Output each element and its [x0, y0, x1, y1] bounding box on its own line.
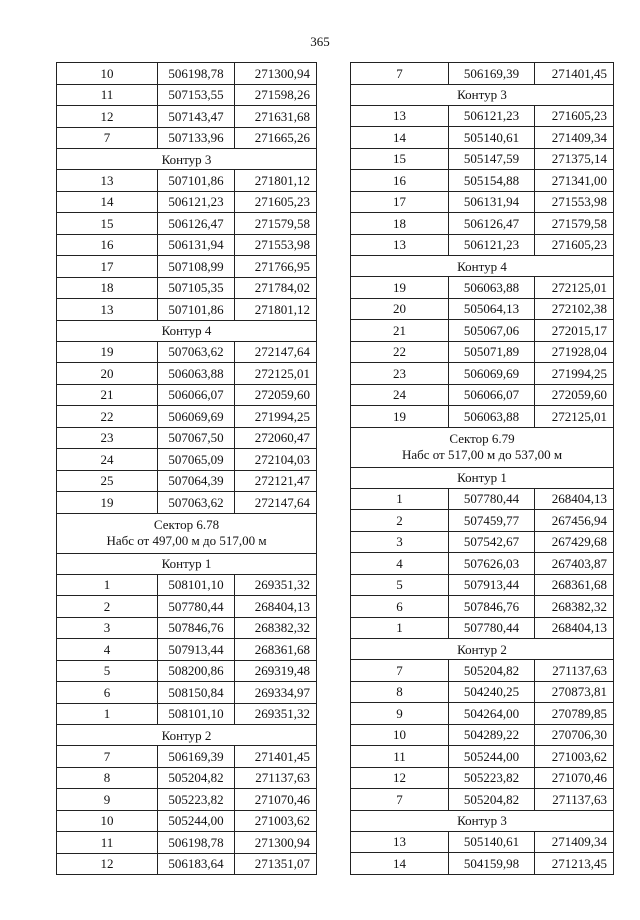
- coordinate-row: [351, 574, 614, 596]
- coordinate-row: [351, 767, 614, 789]
- y-coordinate: 271605,23: [235, 191, 317, 213]
- point-number: 15: [351, 148, 449, 170]
- y-coordinate: 272059,60: [535, 384, 614, 406]
- contour-heading: Контур 3: [57, 149, 317, 170]
- point-number: 4: [57, 639, 158, 661]
- y-coordinate: 272147,64: [235, 341, 317, 363]
- contour-heading: Контур 2: [351, 639, 614, 660]
- y-coordinate: 268382,32: [535, 596, 614, 618]
- coordinate-row: [57, 427, 317, 449]
- x-coordinate: 506131,94: [158, 234, 235, 256]
- coordinate-row: [57, 492, 317, 514]
- x-coordinate: 504240,25: [449, 681, 535, 703]
- y-coordinate: 271598,26: [235, 84, 317, 106]
- point-number: 1: [351, 617, 449, 639]
- point-number: 10: [57, 63, 158, 85]
- coordinate-row: [57, 256, 317, 278]
- x-coordinate: 506183,64: [158, 853, 235, 875]
- coordinate-row: [57, 832, 317, 854]
- point-number: 5: [351, 574, 449, 596]
- coordinate-row: [57, 789, 317, 811]
- y-coordinate: 271341,00: [535, 170, 614, 192]
- x-coordinate: 505244,00: [449, 746, 535, 768]
- y-coordinate: 271631,68: [235, 106, 317, 128]
- contour-heading-row: [57, 553, 317, 574]
- y-coordinate: 271605,23: [535, 105, 614, 127]
- point-number: 8: [351, 681, 449, 703]
- x-coordinate: 506121,23: [158, 191, 235, 213]
- point-number: 16: [57, 234, 158, 256]
- point-number: 1: [351, 488, 449, 510]
- x-coordinate: 505204,82: [158, 767, 235, 789]
- x-coordinate: 507780,44: [449, 617, 535, 639]
- point-number: 22: [57, 406, 158, 428]
- x-coordinate: 507063,62: [158, 492, 235, 514]
- x-coordinate: 506198,78: [158, 832, 235, 854]
- contour-heading: Контур 3: [351, 810, 614, 831]
- x-coordinate: 507626,03: [449, 553, 535, 575]
- coordinate-row: [351, 148, 614, 170]
- point-number: 13: [351, 105, 449, 127]
- y-coordinate: 267429,68: [535, 531, 614, 553]
- y-coordinate: 271605,23: [535, 234, 614, 256]
- x-coordinate: 505140,61: [449, 831, 535, 853]
- coordinate-row: [57, 617, 317, 639]
- coordinate-row: [57, 639, 317, 661]
- y-coordinate: 271401,45: [535, 63, 614, 85]
- point-number: 7: [57, 746, 158, 768]
- coordinate-row: [351, 789, 614, 811]
- coordinate-row: [351, 703, 614, 725]
- coordinate-row: [57, 106, 317, 128]
- point-number: 13: [57, 170, 158, 192]
- coordinate-row: [351, 63, 614, 85]
- coordinate-row: [57, 596, 317, 618]
- x-coordinate: 507133,96: [158, 127, 235, 149]
- coordinate-row: [57, 703, 317, 725]
- contour-heading: Контур 2: [57, 725, 317, 746]
- point-number: 12: [57, 106, 158, 128]
- x-coordinate: 506131,94: [449, 191, 535, 213]
- y-coordinate: 271579,58: [235, 213, 317, 235]
- point-number: 12: [57, 853, 158, 875]
- coordinate-row: [57, 406, 317, 428]
- x-coordinate: 506121,23: [449, 105, 535, 127]
- point-number: 2: [351, 510, 449, 532]
- x-coordinate: 504264,00: [449, 703, 535, 725]
- coordinate-row: [351, 191, 614, 213]
- y-coordinate: 267456,94: [535, 510, 614, 532]
- y-coordinate: 271070,46: [535, 767, 614, 789]
- coordinate-row: [351, 341, 614, 363]
- coordinate-row: [57, 682, 317, 704]
- y-coordinate: 271409,34: [535, 127, 614, 149]
- x-coordinate: 507153,55: [158, 84, 235, 106]
- point-number: 18: [351, 213, 449, 235]
- point-number: 15: [57, 213, 158, 235]
- sector-heading: [57, 513, 317, 553]
- point-number: 16: [351, 170, 449, 192]
- y-coordinate: 270873,81: [535, 681, 614, 703]
- y-coordinate: 271801,12: [235, 170, 317, 192]
- point-number: 21: [351, 320, 449, 342]
- coordinate-row: [57, 170, 317, 192]
- y-coordinate: 272125,01: [535, 406, 614, 428]
- coordinate-row: [351, 488, 614, 510]
- point-number: 10: [351, 724, 449, 746]
- coordinate-row: [351, 298, 614, 320]
- point-number: 4: [351, 553, 449, 575]
- point-number: 19: [351, 406, 449, 428]
- y-coordinate: 271784,02: [235, 277, 317, 299]
- y-coordinate: 271801,12: [235, 299, 317, 321]
- point-number: 9: [57, 789, 158, 811]
- y-coordinate: 272125,01: [235, 363, 317, 385]
- y-coordinate: 271137,63: [535, 660, 614, 682]
- contour-heading: Контур 1: [57, 553, 317, 574]
- x-coordinate: 506198,78: [158, 63, 235, 85]
- y-coordinate: 269351,32: [235, 574, 317, 596]
- y-coordinate: 272015,17: [535, 320, 614, 342]
- y-coordinate: 272060,47: [235, 427, 317, 449]
- coordinate-row: [57, 63, 317, 85]
- point-number: 22: [351, 341, 449, 363]
- x-coordinate: 505244,00: [158, 810, 235, 832]
- x-coordinate: 506063,88: [158, 363, 235, 385]
- x-coordinate: 505223,82: [449, 767, 535, 789]
- x-coordinate: 507780,44: [158, 596, 235, 618]
- point-number: 17: [57, 256, 158, 278]
- point-number: 25: [57, 470, 158, 492]
- coordinate-row: [351, 660, 614, 682]
- contour-heading-row: [351, 84, 614, 105]
- y-coordinate: 270789,85: [535, 703, 614, 725]
- point-number: 23: [351, 363, 449, 385]
- point-number: 10: [57, 810, 158, 832]
- x-coordinate: 508101,10: [158, 574, 235, 596]
- coordinate-row: [351, 596, 614, 618]
- point-number: 14: [57, 191, 158, 213]
- y-coordinate: 271928,04: [535, 341, 614, 363]
- x-coordinate: 507101,86: [158, 170, 235, 192]
- x-coordinate: 506069,69: [449, 363, 535, 385]
- y-coordinate: 268361,68: [235, 639, 317, 661]
- coordinate-row: [351, 406, 614, 428]
- contour-heading: Контур 4: [57, 320, 317, 341]
- y-coordinate: 271351,07: [235, 853, 317, 875]
- x-coordinate: 507065,09: [158, 449, 235, 471]
- x-coordinate: 505204,82: [449, 660, 535, 682]
- coordinate-row: [351, 553, 614, 575]
- coordinate-row: [351, 531, 614, 553]
- point-number: 2: [57, 596, 158, 618]
- coordinate-row: [351, 277, 614, 299]
- x-coordinate: 507459,77: [449, 510, 535, 532]
- coordinate-row: [351, 213, 614, 235]
- sector-title: Сектор 6.79: [449, 431, 515, 447]
- x-coordinate: 505071,89: [449, 341, 535, 363]
- x-coordinate: 507105,35: [158, 277, 235, 299]
- point-number: 9: [351, 703, 449, 725]
- point-number: 8: [57, 767, 158, 789]
- x-coordinate: 508150,84: [158, 682, 235, 704]
- y-coordinate: 271994,25: [235, 406, 317, 428]
- y-coordinate: 271553,98: [235, 234, 317, 256]
- coordinate-row: [57, 853, 317, 875]
- coordinate-row: [57, 341, 317, 363]
- coordinates-table-right: [350, 62, 614, 875]
- y-coordinate: 271300,94: [235, 63, 317, 85]
- y-coordinate: 271070,46: [235, 789, 317, 811]
- y-coordinate: 271003,62: [535, 746, 614, 768]
- x-coordinate: 506126,47: [449, 213, 535, 235]
- page-number: 365: [310, 34, 330, 49]
- point-number: 23: [57, 427, 158, 449]
- x-coordinate: 505223,82: [158, 789, 235, 811]
- y-coordinate: 269334,97: [235, 682, 317, 704]
- x-coordinate: 506066,07: [158, 384, 235, 406]
- point-number: 13: [351, 831, 449, 853]
- x-coordinate: 507143,47: [158, 106, 235, 128]
- point-number: 11: [57, 84, 158, 106]
- point-number: 5: [57, 660, 158, 682]
- point-number: 7: [351, 789, 449, 811]
- point-number: 13: [351, 234, 449, 256]
- y-coordinate: 271137,63: [235, 767, 317, 789]
- x-coordinate: 505067,06: [449, 320, 535, 342]
- y-coordinate: 271003,62: [235, 810, 317, 832]
- y-coordinate: 272059,60: [235, 384, 317, 406]
- point-number: 1: [57, 703, 158, 725]
- y-coordinate: 271579,58: [535, 213, 614, 235]
- x-coordinate: 505204,82: [449, 789, 535, 811]
- x-coordinate: 507108,99: [158, 256, 235, 278]
- y-coordinate: 271766,95: [235, 256, 317, 278]
- x-coordinate: 506069,69: [158, 406, 235, 428]
- point-number: 19: [351, 277, 449, 299]
- x-coordinate: 505064,13: [449, 298, 535, 320]
- x-coordinate: 507846,76: [158, 617, 235, 639]
- coordinate-row: [57, 127, 317, 149]
- point-number: 1: [57, 574, 158, 596]
- y-coordinate: 271137,63: [535, 789, 614, 811]
- x-coordinate: 505154,88: [449, 170, 535, 192]
- x-coordinate: 507913,44: [158, 639, 235, 661]
- coordinate-row: [351, 681, 614, 703]
- coordinate-row: [57, 299, 317, 321]
- point-number: 11: [351, 746, 449, 768]
- contour-heading-row: [57, 320, 317, 341]
- coordinate-row: [57, 746, 317, 768]
- coordinate-row: [57, 574, 317, 596]
- y-coordinate: 272147,64: [235, 492, 317, 514]
- coordinate-row: [57, 213, 317, 235]
- x-coordinate: 504289,22: [449, 724, 535, 746]
- coordinate-row: [351, 234, 614, 256]
- x-coordinate: 507067,50: [158, 427, 235, 449]
- point-number: 3: [351, 531, 449, 553]
- contour-heading-row: [57, 149, 317, 170]
- y-coordinate: 272104,03: [235, 449, 317, 471]
- y-coordinate: 268404,13: [535, 488, 614, 510]
- sector-heading: [351, 427, 614, 467]
- point-number: 6: [351, 596, 449, 618]
- y-coordinate: 272121,47: [235, 470, 317, 492]
- x-coordinate: 507101,86: [158, 299, 235, 321]
- point-number: 24: [57, 449, 158, 471]
- point-number: 14: [351, 127, 449, 149]
- coordinate-row: [351, 746, 614, 768]
- x-coordinate: 507064,39: [158, 470, 235, 492]
- y-coordinate: 271409,34: [535, 831, 614, 853]
- y-coordinate: 268361,68: [535, 574, 614, 596]
- x-coordinate: 508200,86: [158, 660, 235, 682]
- y-coordinate: 269351,32: [235, 703, 317, 725]
- y-coordinate: 269319,48: [235, 660, 317, 682]
- coordinate-row: [57, 191, 317, 213]
- coordinate-row: [351, 363, 614, 385]
- contour-heading-row: [351, 467, 614, 488]
- sector-title: Сектор 6.78: [153, 517, 220, 533]
- point-number: 11: [57, 832, 158, 854]
- point-number: 20: [57, 363, 158, 385]
- coordinate-row: [351, 320, 614, 342]
- point-number: 6: [57, 682, 158, 704]
- coordinate-row: [351, 510, 614, 532]
- point-number: 20: [351, 298, 449, 320]
- coordinate-row: [351, 127, 614, 149]
- contour-heading: Контур 4: [351, 256, 614, 277]
- y-coordinate: 272102,38: [535, 298, 614, 320]
- point-number: 7: [351, 660, 449, 682]
- point-number: 14: [351, 853, 449, 875]
- x-coordinate: 507913,44: [449, 574, 535, 596]
- sector-elevation-range: Набс от 497,00 м до 517,00 м: [106, 533, 267, 548]
- coordinate-row: [351, 170, 614, 192]
- point-number: 17: [351, 191, 449, 213]
- y-coordinate: 271213,45: [535, 853, 614, 875]
- coordinate-row: [57, 470, 317, 492]
- x-coordinate: 504159,98: [449, 853, 535, 875]
- coordinate-row: [57, 660, 317, 682]
- y-coordinate: 271375,14: [535, 148, 614, 170]
- y-coordinate: 268404,13: [235, 596, 317, 618]
- x-coordinate: 506169,39: [449, 63, 535, 85]
- coordinate-row: [351, 617, 614, 639]
- point-number: 21: [57, 384, 158, 406]
- y-coordinate: 271401,45: [235, 746, 317, 768]
- point-number: 24: [351, 384, 449, 406]
- x-coordinate: 506169,39: [158, 746, 235, 768]
- sector-heading-row: [57, 513, 317, 553]
- y-coordinate: 271300,94: [235, 832, 317, 854]
- coordinate-row: [57, 449, 317, 471]
- x-coordinate: 505140,61: [449, 127, 535, 149]
- point-number: 3: [57, 617, 158, 639]
- point-number: 12: [351, 767, 449, 789]
- contour-heading-row: [351, 810, 614, 831]
- y-coordinate: 271994,25: [535, 363, 614, 385]
- point-number: 13: [57, 299, 158, 321]
- coordinate-row: [57, 277, 317, 299]
- sector-elevation-range: Набс от 517,00 м до 537,00 м: [401, 447, 563, 462]
- x-coordinate: 506063,88: [449, 406, 535, 428]
- y-coordinate: 268382,32: [235, 617, 317, 639]
- coordinate-row: [351, 384, 614, 406]
- coordinate-row: [351, 853, 614, 875]
- coordinate-row: [351, 724, 614, 746]
- contour-heading: Контур 3: [351, 84, 614, 105]
- sector-heading-row: [351, 427, 614, 467]
- contour-heading-row: [351, 639, 614, 660]
- point-number: 7: [57, 127, 158, 149]
- x-coordinate: 507063,62: [158, 341, 235, 363]
- x-coordinate: 508101,10: [158, 703, 235, 725]
- point-number: 18: [57, 277, 158, 299]
- x-coordinate: 507542,67: [449, 531, 535, 553]
- point-number: 19: [57, 341, 158, 363]
- coordinate-row: [57, 810, 317, 832]
- y-coordinate: 268404,13: [535, 617, 614, 639]
- point-number: 7: [351, 63, 449, 85]
- x-coordinate: 506126,47: [158, 213, 235, 235]
- contour-heading-row: [57, 725, 317, 746]
- x-coordinate: 505147,59: [449, 148, 535, 170]
- contour-heading-row: [351, 256, 614, 277]
- x-coordinate: 507846,76: [449, 596, 535, 618]
- x-coordinate: 506066,07: [449, 384, 535, 406]
- point-number: 19: [57, 492, 158, 514]
- x-coordinate: 506063,88: [449, 277, 535, 299]
- y-coordinate: 270706,30: [535, 724, 614, 746]
- coordinates-table-left: [56, 62, 317, 875]
- coordinate-row: [351, 831, 614, 853]
- coordinate-row: [57, 767, 317, 789]
- coordinate-row: [351, 105, 614, 127]
- y-coordinate: 267403,87: [535, 553, 614, 575]
- x-coordinate: 506121,23: [449, 234, 535, 256]
- y-coordinate: 271665,26: [235, 127, 317, 149]
- x-coordinate: 507780,44: [449, 488, 535, 510]
- coordinate-row: [57, 384, 317, 406]
- y-coordinate: 272125,01: [535, 277, 614, 299]
- contour-heading: Контур 1: [351, 467, 614, 488]
- y-coordinate: 271553,98: [535, 191, 614, 213]
- coordinate-row: [57, 234, 317, 256]
- coordinate-row: [57, 84, 317, 106]
- coordinate-row: [57, 363, 317, 385]
